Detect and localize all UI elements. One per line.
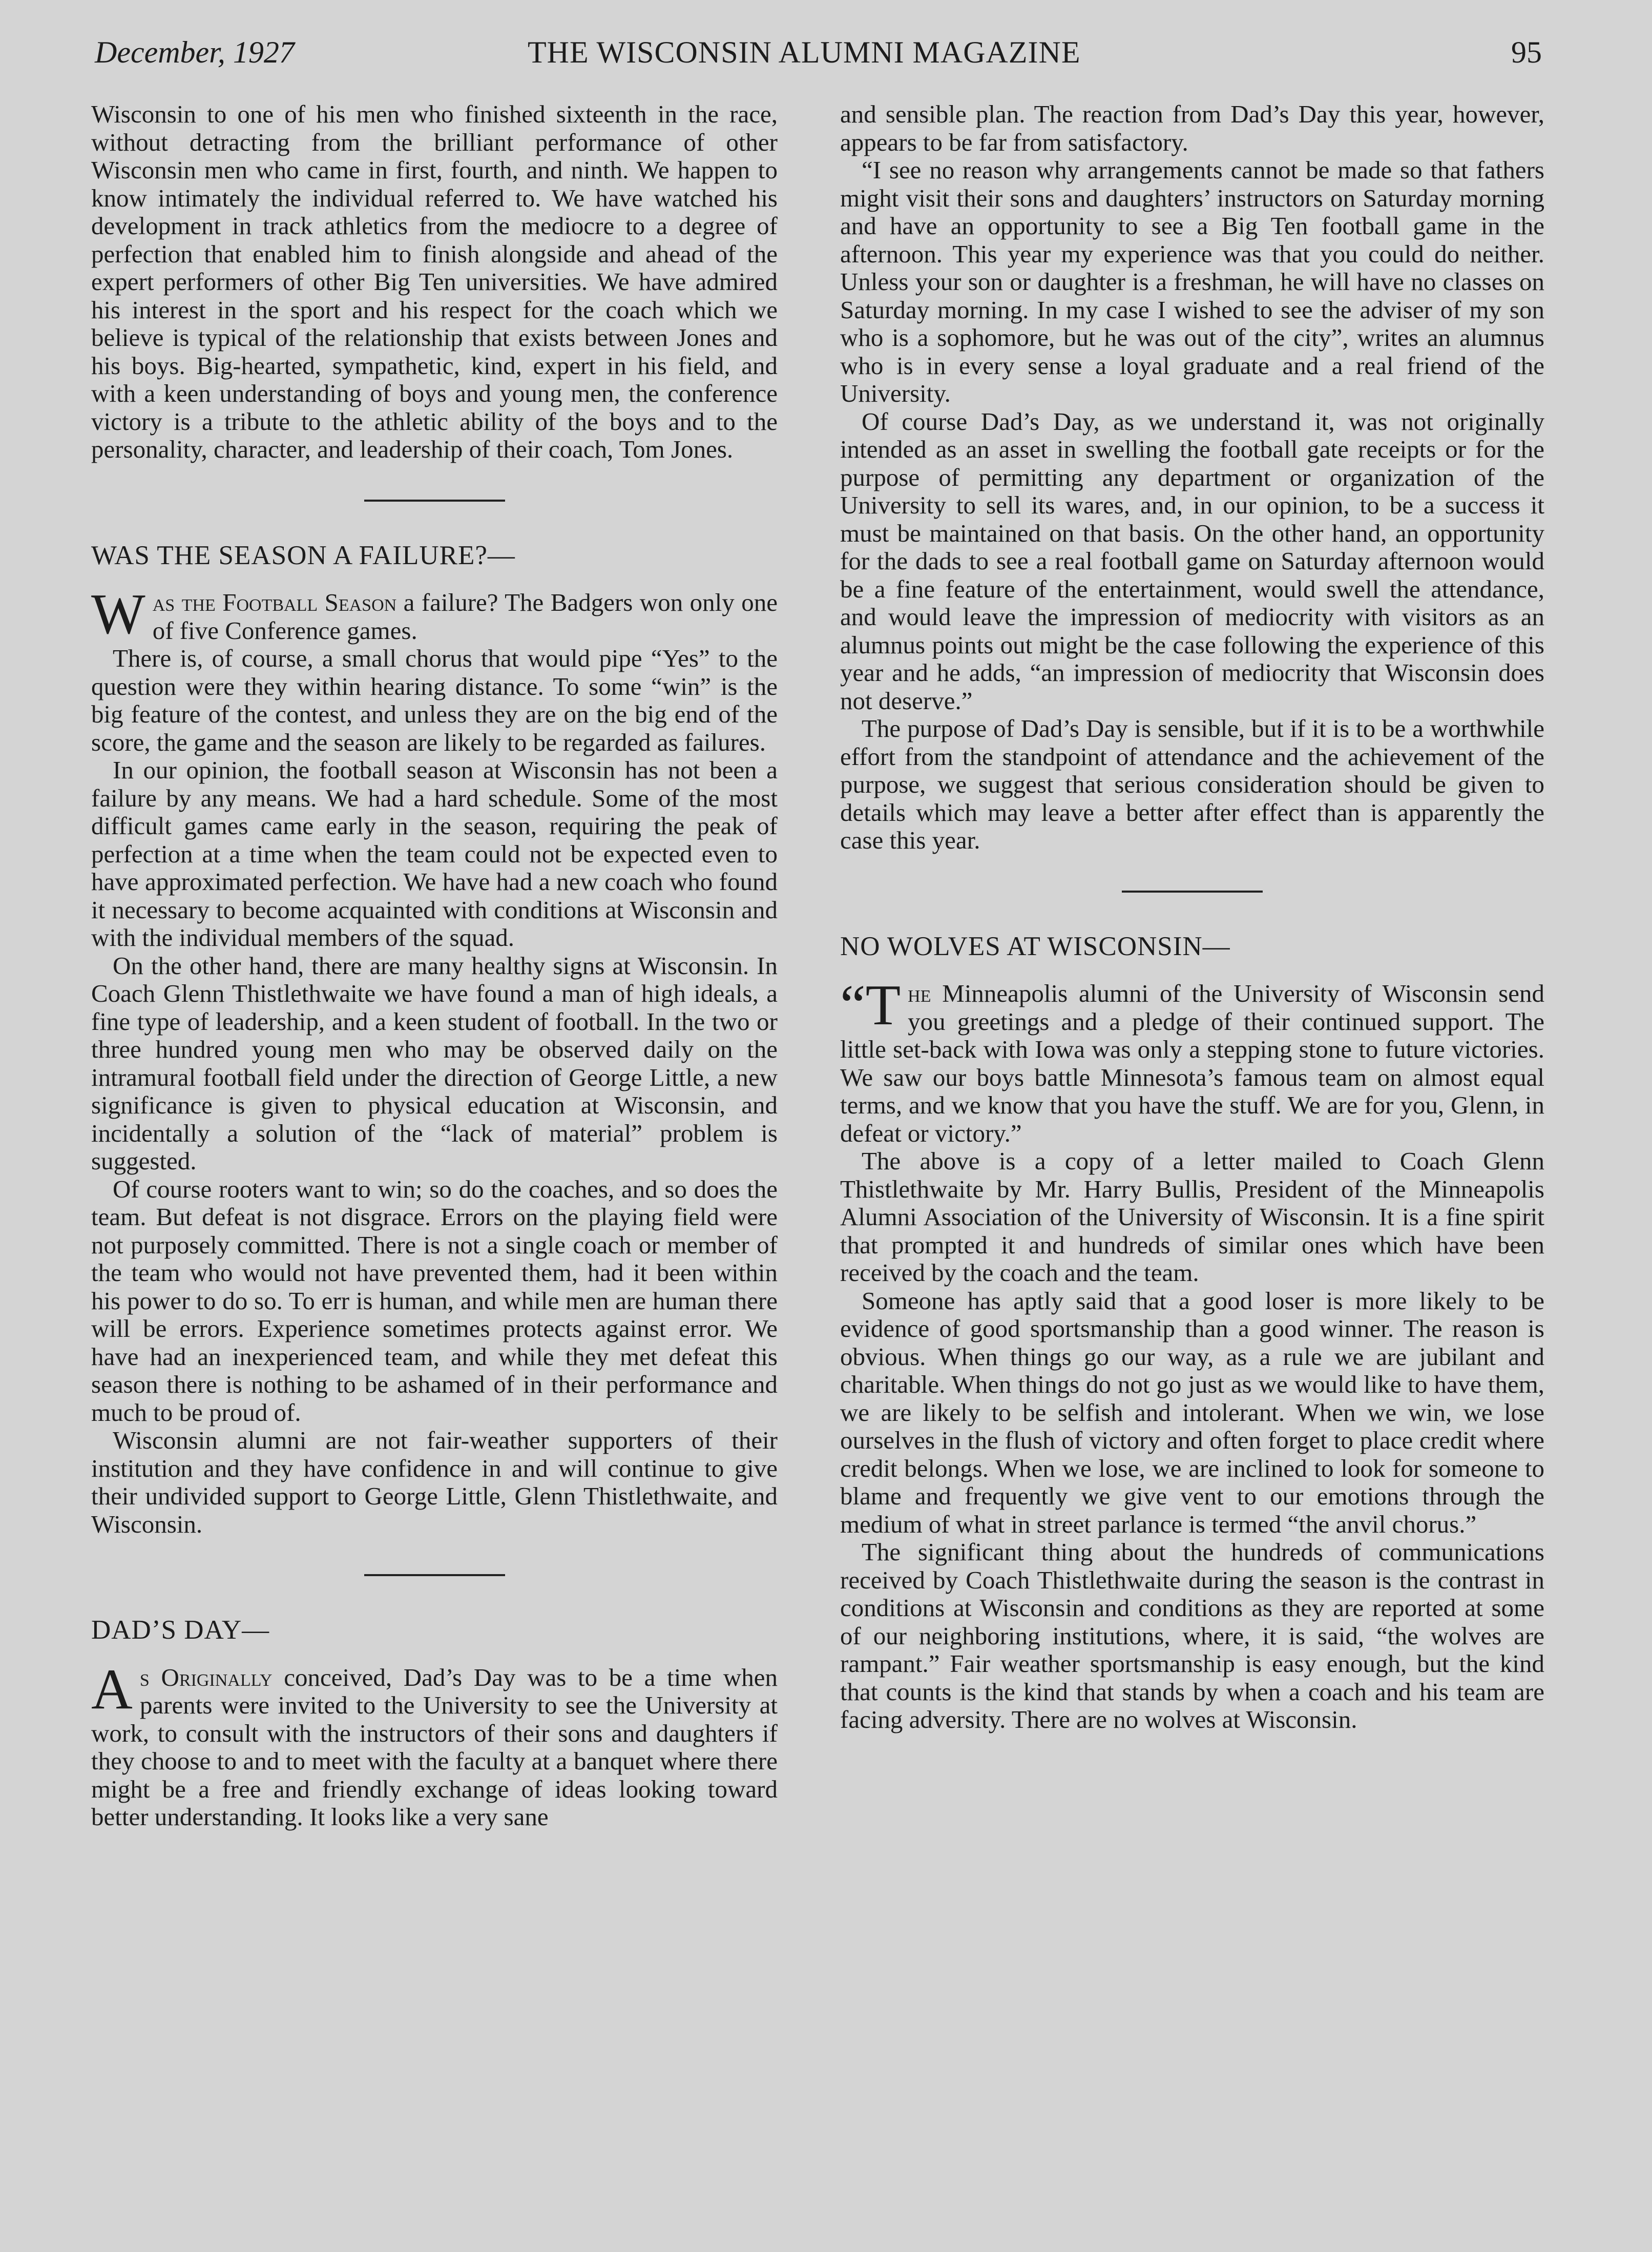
body-paragraph: The purpose of Dad’s Day is sensible, but if it is to be a worthwhile effort from the standpoint of attendance and the achievement of the purpose, we suggest that serious consideration should be given to details which may leave a better after effect than is apparently the case this year.: [840, 714, 1544, 854]
section-heading-season: WAS THE SEASON A FAILURE?—: [91, 540, 515, 570]
body-paragraph: Wisconsin alumni are not fair-weather supporters of their institution and they have confidence in and will continue to give their undivided support to George Little, Glenn Thistlethwaite, and Wisconsin.: [91, 1426, 778, 1538]
section-divider: [364, 500, 505, 502]
section-heading-wolves: NO WOLVES AT WISCONSIN—: [840, 931, 1230, 961]
drop-cap: W: [91, 583, 145, 646]
body-paragraph: Of course rooters want to win; so do the coaches, and so does the team. But defeat is not disgrace. Errors on the playing field were not purposely committed. There is not a single coach or member of the team who would not have prevented them, had it been within his power to do so. To err is human, and while men are human there will be errors. Experience sometimes protects against error. We have had an inexperienced team, and while they met defeat this season there is nothing to be ashamed of in their performance and much to be proud of.: [91, 1174, 778, 1427]
dads-day-lead-paragraph: [91, 1657, 778, 1831]
body-paragraph: The significant thing about the hundreds of communications received by Coach Thistlethwaite during the season is the contrast in conditions at Wisconsin and conditions as they are reported at some of our neighboring institutions, where, it is said, “the wolves are rampant.” Fair weather sportsmanship is easy enough, but the kind that counts is the kind that stands by when a coach and his team are facing adversity. There are no wolves at Wisconsin.: [840, 1538, 1544, 1733]
drop-cap: [840, 974, 901, 1037]
season-lead-paragraph: [91, 583, 778, 646]
body-paragraph: On the other hand, there are many healthy signs at Wisconsin. In Coach Glenn Thistlethwaite we have found a man of high ideals, a fine type of leadership, and a keen student of football. In the two or three hundred young men who may be observed daily on the intramural football field under the direction of George Little, a new significance is given to physical education at Wisconsin, and incidentally a solution of the “lack of material” problem is suggested.: [91, 951, 778, 1175]
lead-text: conceived, Dad’s Day was to be a time when parents were invited to the University to see the University at work, to consult with the instructors of their sons and daughters if they choose to and to meet with the faculty at a banquet where there might be a free and friendly exchange of ideas looking toward better understanding. It looks like a very sane: [91, 1663, 778, 1831]
issue-date: December, 1927: [95, 35, 295, 69]
right-column: [840, 100, 1544, 1734]
lead-text: a failure? The Badgers won only one of five Conference games.: [152, 588, 778, 645]
body-paragraph: There is, of course, a small chorus that would pipe “Yes” to the question were they within hearing distance. To some “win” is the big feature of the contest, and unless they are on the big end of the score, the game and the season are likely to be regarded as failures.: [91, 644, 778, 756]
lead-smallcaps: as the Football Season: [152, 588, 397, 616]
open-quote: “: [840, 974, 866, 1037]
body-paragraph: Of course Dad’s Day, as we understand it, was not originally intended as an asset in swelling the football gate receipts or for the purpose of permitting any department or organization of the University to sell its wares, and, in our opinion, to be a success it must be maintained on that basis. On the other hand, an opportunity for the dads to see a real football game on Saturday afternoon would be a fine feature of the entertainment, would swell the attendance, and would leave the impression of mediocrity with visitors as an alumnus points out might be the case following the experience of this year and he adds, “an impression of mediocrity that Wisconsin does not deserve.”: [840, 407, 1544, 715]
lead-text: Minneapolis alumni of the University of Wisconsin send you greetings and a pledge of their continued support. The little set-back with Iowa was only a stepping stone to future victories. We saw our boys battle Minnesota’s famous team on almost equal terms, and we know that you have the stuff. We are for you, Glenn, in defeat or victory.”: [840, 979, 1544, 1147]
section-divider: [1122, 891, 1263, 893]
body-paragraph: In our opinion, the football season at Wisconsin has not been a failure by any means. We had a hard schedule. Some of the most difficult games came early in the season, requiring the peak of perfection at a time when the team could not be expected even to have approximated perfection. We have had a new coach who found it necessary to become acquainted with conditions at Wisconsin and with the individual members of the squad.: [91, 756, 778, 952]
magazine-title: THE WISCONSIN ALUMNI MAGAZINE: [528, 35, 1081, 69]
lead-smallcaps: s Originally: [139, 1663, 273, 1691]
lead-smallcaps: he: [908, 979, 931, 1007]
drop-cap: A: [91, 1657, 133, 1721]
body-paragraph: Someone has aptly said that a good loser is more likely to be evidence of good sportsmanship than a good winner. The reason is obvious. When things go our way, as a rule we are jubilant and charitable. When things do not go just as we would like to have them, we are likely to be selfish and intolerant. When we win, we lose ourselves in the flush of victory and often forget to place credit where credit belongs. When we lose, we are inclined to look for someone to blame and frequently we give vent to our emotions through the medium of what in street parlance is termed “the anvil chorus.”: [840, 1286, 1544, 1538]
wolves-lead-paragraph: [840, 974, 1544, 1147]
page-number: 95: [1511, 35, 1542, 69]
left-column: [91, 100, 778, 1831]
continued-paragraph: Wisconsin to one of his men who finished sixteenth in the race, without detracting from the brilliant performance of other Wisconsin men who came in first, fourth, and ninth. We happen to know intimately the individual referred to. We have watched his development in track athletics from the mediocre to a degree of perfection that enabled him to finish alongside and ahead of the expert performers of other Big Ten universities. We have admired his interest in the sport and his respect for the coach which we believe is typical of the relationship that exists between Jones and his boys. Big-hearted, sympathetic, kind, expert in his field, and with a keen understanding of boys and young men, the conference victory is a tribute to the athletic ability of the boys and to the personality, character, and leadership of their coach, Tom Jones.: [91, 100, 778, 463]
section-divider: [364, 1574, 505, 1576]
body-paragraph: “I see no reason why arrangements cannot be made so that fathers might visit their sons and daughters’ instructors on Saturday morning and have an opportunity to see a Big Ten football game in the afternoon. This year my experience was that you could do neither. Unless your son or daughter is a freshman, he will have no classes on Saturday morning. In my case I wished to see the adviser of my son who is a sophomore, but he was out of the city”, writes an alumnus who is in every sense a loyal graduate and a real friend of the University.: [840, 156, 1544, 407]
section-heading-dads-day: DAD’S DAY—: [91, 1615, 270, 1645]
continued-paragraph: and sensible plan. The reaction from Dad’s Day this year, however, appears to be far from satisfactory.: [840, 100, 1544, 156]
drop-cap-letter: T: [865, 974, 901, 1037]
body-paragraph: The above is a copy of a letter mailed to Coach Glenn Thistlethwaite by Mr. Harry Bullis, President of the Minneapolis Alumni Association of the University of Wisconsin. It is a fine spirit that prompted it and hundreds of similar ones which have been received by the coach and the team.: [840, 1147, 1544, 1287]
